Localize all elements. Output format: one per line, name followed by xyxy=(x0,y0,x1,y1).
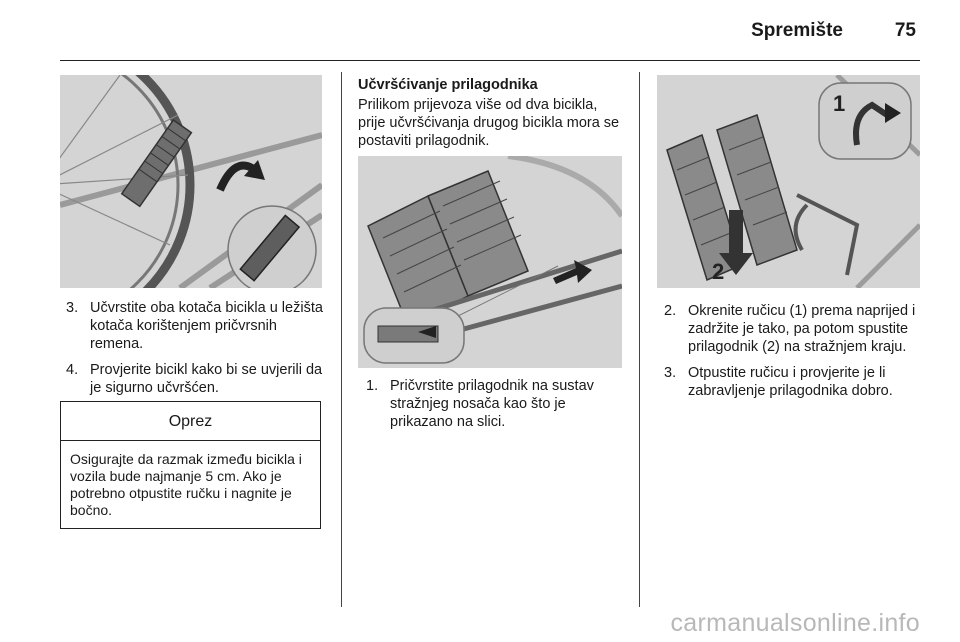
step-item xyxy=(366,377,626,431)
callout-2: 2 xyxy=(712,259,725,284)
step-number: 4. xyxy=(66,362,79,378)
column-divider-right xyxy=(639,72,640,607)
step-text: Provjerite bicikl kako bi se uvjerili da je sigurno učvršćen. xyxy=(90,362,323,396)
illustration-adapter-mount xyxy=(358,156,622,368)
illustration-lever-adapter xyxy=(657,75,920,288)
step-text: Otpustite ručicu i provjerite je li zabravljenje prilagodnika dobro. xyxy=(688,365,893,399)
step-number: 3. xyxy=(66,300,79,316)
caution-text: Osigurajte da razmak između bicikla i vozila bude najmanje 5 cm. Ako je potrebno otpustite ručku i nagnite je bočno. xyxy=(70,451,302,518)
step-number: 1. xyxy=(366,378,379,394)
page-number: 75 xyxy=(894,20,916,41)
lever-adapter-drawing xyxy=(657,75,920,288)
column-divider-left xyxy=(341,72,342,607)
header-divider xyxy=(60,60,920,61)
callout-1: 1 xyxy=(833,91,846,116)
step-number: 2. xyxy=(664,303,677,319)
watermark: carmanualsonline.info xyxy=(670,609,920,637)
section-intro: Prilikom prijevoza više od dva bicikla, prije učvršćivanja drugog bicikla mora se postaviti prilagodnik. xyxy=(358,97,620,149)
step-text: Učvrstite oba kotača bicikla u ležišta kotača korištenjem pričvrsnih remena. xyxy=(90,300,323,352)
step-text: Pričvrstite prilagodnik na sustav stražnjeg nosača kao što je prikazano na slici. xyxy=(390,378,594,430)
caution-box xyxy=(60,401,321,529)
page-header xyxy=(0,0,960,60)
step-item xyxy=(664,364,926,400)
right-step-list xyxy=(664,302,926,408)
wheel-strap-drawing xyxy=(60,75,322,288)
caution-title: Oprez xyxy=(61,402,320,441)
page-title: Spremište xyxy=(751,20,843,41)
step-text: Okrenite ručicu (1) prema naprijed i zadržite je tako, pa potom spustite prilagodnik (2) na stražnjem kraju. xyxy=(688,303,916,355)
step-item xyxy=(66,361,328,397)
section-heading: Učvršćivanje prilagodnika xyxy=(358,77,538,93)
step-item xyxy=(66,299,328,353)
middle-step-list xyxy=(366,377,626,439)
step-item xyxy=(664,302,926,356)
left-step-list xyxy=(66,299,328,405)
illustration-wheel-strap xyxy=(60,75,322,288)
adapter-mount-drawing xyxy=(358,156,622,368)
step-number: 3. xyxy=(664,365,677,381)
